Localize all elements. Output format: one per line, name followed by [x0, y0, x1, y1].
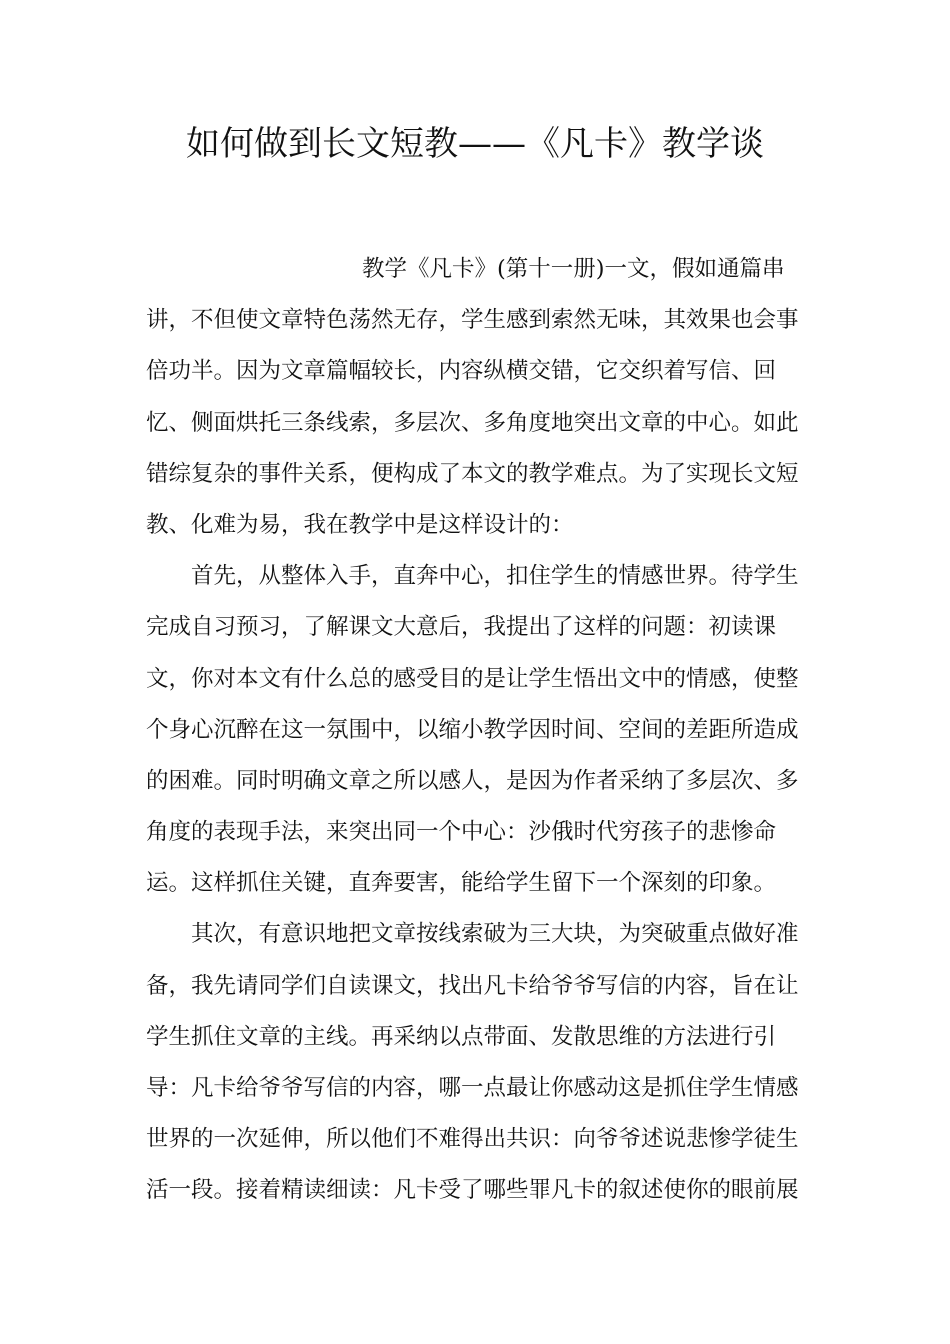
- text-line: 学生抓住文章的主线。再采纳以点带面、发散思维的方法进行引: [146, 1023, 777, 1050]
- text-line: 忆、侧面烘托三条线索，多层次、多角度地突出文章的中心。如此: [146, 409, 799, 436]
- text-line: 讲，不但使文章特色荡然无存，学生感到索然无味，其效果也会事: [146, 307, 799, 334]
- text-line: 备，我先请同学们自读课文，找出凡卡给爷爷写信的内容，旨在让: [146, 972, 799, 999]
- text-line: 教学《凡卡》(第十一册)一文，假如通篇串: [362, 256, 785, 282]
- text-line: 错综复杂的事件关系，便构成了本文的教学难点。为了实现长文短: [146, 460, 799, 487]
- text-line: 文，你对本文有什么总的感受目的是让学生悟出文中的情感，使整: [146, 665, 799, 692]
- text-line: 首先，从整体入手，直奔中心，扣住学生的情感世界。待学生: [191, 563, 799, 590]
- paragraph-2: [146, 551, 806, 909]
- text-line: 其次，有意识地把文章按线索破为三大块，为突破重点做好准: [191, 921, 799, 948]
- paragraph-1: [146, 244, 806, 551]
- document-title: 如何做到长文短教——《凡卡》教学谈: [186, 124, 764, 164]
- document-body: [146, 244, 806, 1217]
- text-line: 角度的表现手法，来突出同一个中心：沙俄时代穷孩子的悲惨命: [146, 819, 777, 846]
- text-line: 导：凡卡给爷爷写信的内容，哪一点最让你感动这是抓住学生情感: [146, 1075, 799, 1101]
- text-line: 的困难。同时明确文章之所以感人，是因为作者采纳了多层次、多: [146, 767, 799, 794]
- text-line: 活一段。接着精读细读：凡卡受了哪些罪凡卡的叙述使你的眼前展: [146, 1177, 799, 1204]
- text-line: 教、化难为易，我在教学中是这样设计的：: [146, 511, 574, 538]
- text-line: 完成自习预习，了解课文大意后，我提出了这样的问题：初读课: [146, 614, 777, 641]
- text-line: 个身心沉醉在这一氛围中，以缩小教学因时间、空间的差距所造成: [146, 716, 799, 743]
- text-line: 倍功半。因为文章篇幅较长，内容纵横交错，它交织着写信、回: [146, 358, 777, 385]
- paragraph-3: [146, 909, 806, 1216]
- text-line: 运。这样抓住关键，直奔要害，能给学生留下一个深刻的印象。: [146, 870, 777, 897]
- text-line: 世界的一次延伸，所以他们不难得出共识：向爷爷述说悲惨学徒生: [146, 1126, 799, 1153]
